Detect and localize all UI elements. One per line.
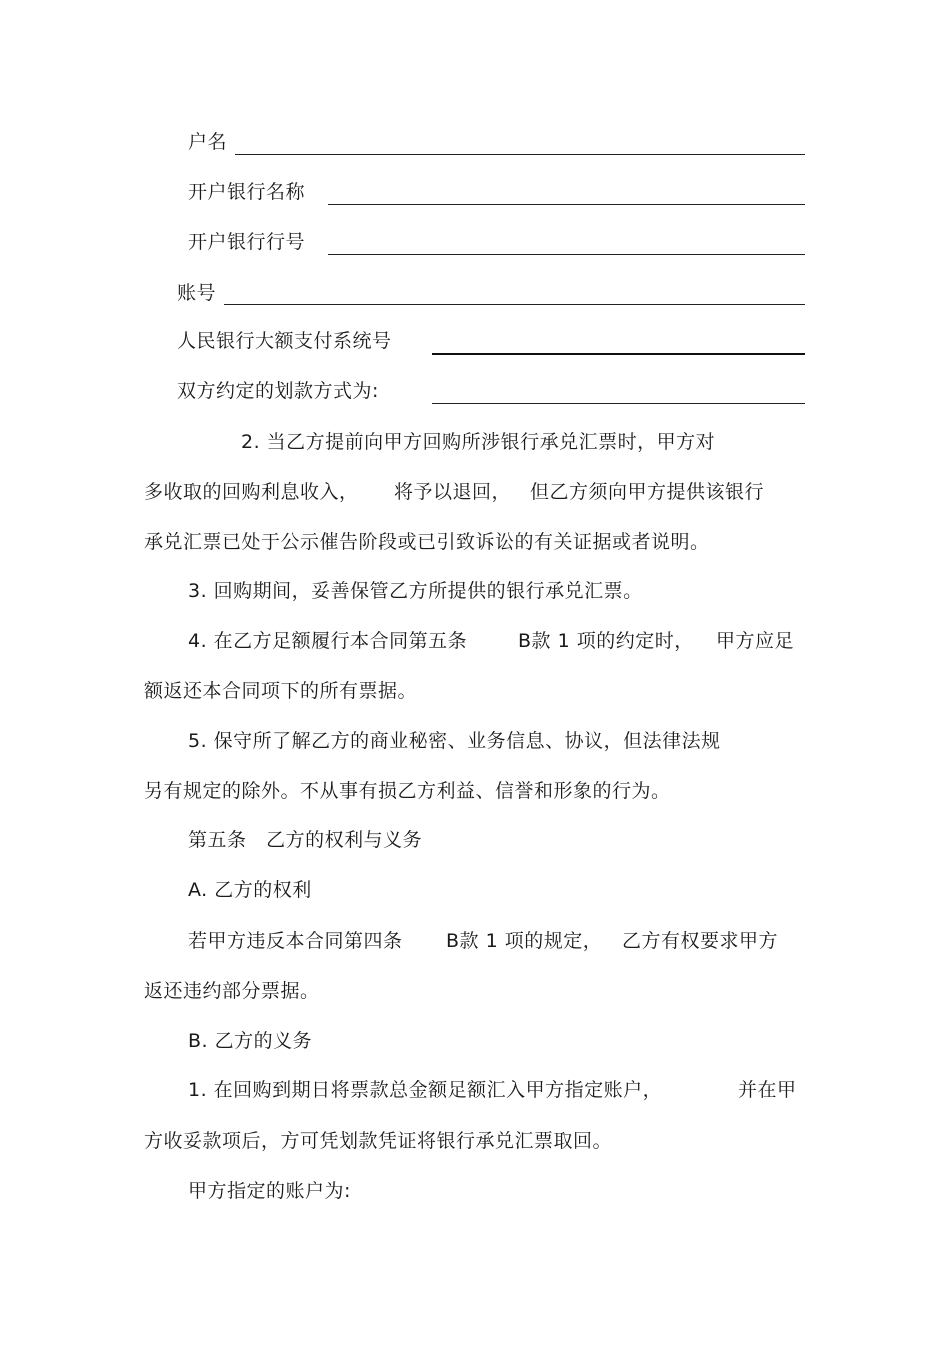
- account-name-blank: [235, 154, 805, 155]
- clause-4-line-1a: 4. 在乙方足额履行本合同第五条: [188, 630, 468, 652]
- clause-5-line-2: 另有规定的除外。不从事有损乙方利益、信誉和形象的行为。: [144, 780, 671, 802]
- clause-4-line-1b: B款 1 项的约定时，: [518, 630, 694, 652]
- section-b-item-1-line-1b: 并在甲: [738, 1079, 797, 1101]
- section-b-item-1-line-2: 方收妥款项后，方可凭划款凭证将银行承兑汇票取回。: [144, 1130, 613, 1152]
- transfer-method-label: 双方约定的划款方式为:: [177, 380, 379, 402]
- section-a-line-2: 返还违约部分票据。: [144, 980, 320, 1002]
- article-5-heading: 第五条 乙方的权利与义务: [188, 829, 423, 851]
- account-number-blank: [224, 304, 805, 305]
- bank-code-label: 开户银行行号: [188, 231, 306, 253]
- section-a-heading: A. 乙方的权利: [188, 879, 312, 901]
- section-b-item-1-line-1a: 1. 在回购到期日将票款总金额足额汇入甲方指定账户，: [188, 1079, 663, 1101]
- bank-name-label: 开户银行名称: [188, 181, 306, 203]
- account-name-label: 户名: [188, 131, 228, 153]
- clause-4-line-2: 额返还本合同项下的所有票据。: [144, 680, 418, 702]
- clause-2-line-1: 2. 当乙方提前向甲方回购所涉银行承兑汇票时，甲方对: [241, 431, 716, 453]
- transfer-method-blank: [432, 403, 805, 404]
- clause-5-line-1: 5. 保守所了解乙方的商业秘密、业务信息、协议，但法律法规: [188, 730, 721, 752]
- clause-2-line-3: 承兑汇票已处于公示催告阶段或已引致诉讼的有关证据或者说明。: [144, 531, 710, 553]
- clause-4-line-1c: 甲方应足: [716, 630, 795, 652]
- bank-code-blank: [328, 254, 805, 255]
- pboc-system-blank: [432, 353, 805, 355]
- clause-3: 3. 回购期间，妥善保管乙方所提供的银行承兑汇票。: [188, 580, 643, 602]
- clause-2-line-2a: 多收取的回购利息收入，: [144, 481, 359, 503]
- designated-account-label: 甲方指定的账户为:: [188, 1180, 351, 1202]
- clause-2-line-2c: 但乙方须向甲方提供该银行: [530, 481, 765, 503]
- section-b-heading: B. 乙方的义务: [188, 1030, 313, 1052]
- clause-2-line-2b: 将予以退回，: [394, 481, 512, 503]
- account-number-label: 账号: [177, 282, 217, 304]
- pboc-system-label: 人民银行大额支付系统号: [177, 330, 392, 352]
- section-a-line-1c: 乙方有权要求甲方: [622, 930, 779, 952]
- section-a-line-1a: 若甲方违反本合同第四条: [188, 930, 403, 952]
- bank-name-blank: [328, 204, 805, 205]
- section-a-line-1b: B款 1 项的规定，: [446, 930, 603, 952]
